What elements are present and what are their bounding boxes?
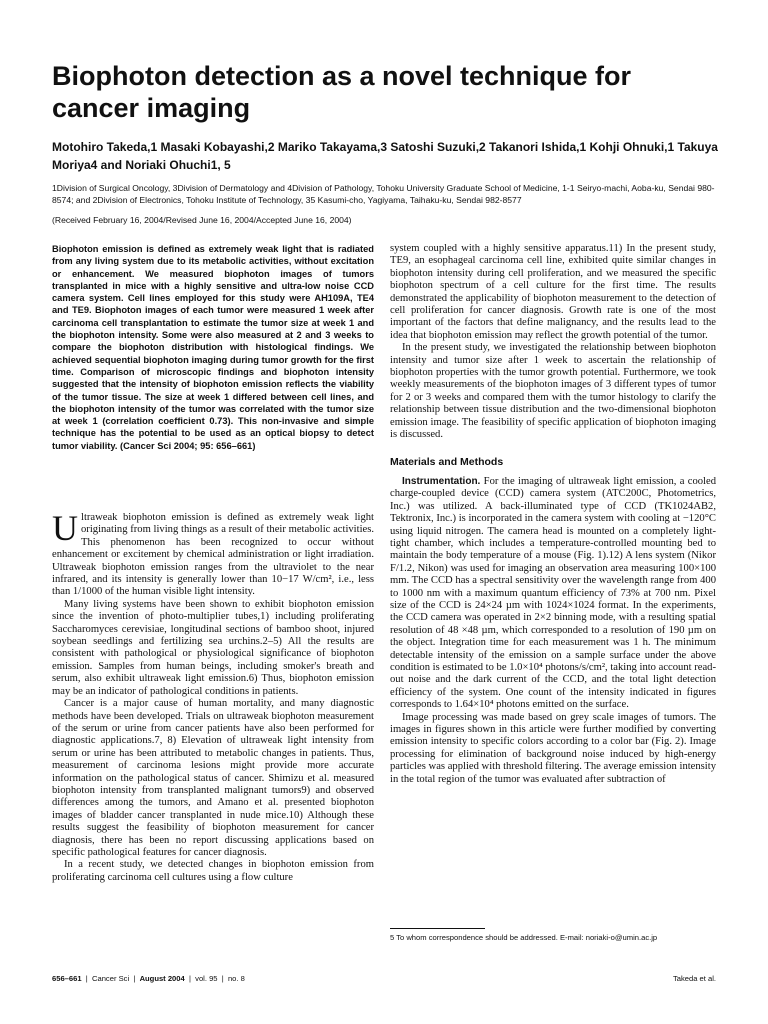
body-paragraph: In the present study, we investigated the relationship between biophoton intensity and tumor size after 1 week to ascertain the relationship of biophoton properties with the tumor growth potential. Furthermore, we took weekly measurements of the biophoton images of 3 different types of tumor for 2 or 3 weeks and compared them with the tumor histology to clarify the relationship between tissue distribution and the two-dimensional biophoton emission image. The feasibility of specific application of biophoton imaging is discussed. [390, 342, 716, 441]
journal-name: Cancer Sci [92, 974, 130, 983]
running-citation: Takeda et al. [672, 974, 716, 983]
drop-cap: U [52, 508, 78, 548]
intro-text: ltraweak biophoton emission is defined as extremely weak light originating from living things as a result of their metabolic activities. This phenomenon has been recognized to occur without enhancement or excitement by chemical administration or light irradiation. Ultraweak biophoton emission ranges from the ultraviolet to the near infrared, and its intensity is generally lower than 10−17 W/cm², i.e., less than 1/1000 of the human visible light intensity. [52, 512, 374, 598]
right-column [390, 243, 716, 786]
page-range: 656–661 [52, 974, 82, 983]
issue-date: August 2004 [139, 974, 185, 983]
body-paragraph: In a recent study, we detected changes in biophoton emission from proliferating carcinoma cell cultures using a flow culture [52, 859, 374, 883]
affiliations: 1Division of Surgical Oncology, 3Division of Dermatology and 4Division of Pathology, Tohoku University Graduate School of Medicine, 1-1 Seiryo-machi, Aoba-ku, Sendai 980-8574; and 2Division of Electronics, Tohoku Institute of Technology, 35 Kasumi-cho, Yagiyama, Taihaku-ku, Sendai 982-8577 [52, 183, 715, 205]
page-footer: 656–661 | Cancer Sci | August 2004 | vol. 95 | no. 8 [52, 974, 245, 983]
body-paragraph: Many living systems have been shown to exhibit biophoton emission since the invention of photo-multiplier tubes,1) including proliferating Saccharomyces cerevisiae, longitudinal sections of bamboo shoot, injured soybean seedlings and fertilizing sea urchins.2–5) All the results are consistent with pathological or physiological significance of biophoton emission. Samples from human beings, including smoker's breath and serum, also exhibit ultraweak light emission.6) Thus, biophoton emission may be an indicator of pathological conditions in patients. [52, 598, 374, 697]
footnote-divider [390, 928, 485, 929]
intro-paragraph [52, 508, 374, 599]
left-column [52, 508, 374, 884]
volume: vol. 95 [195, 974, 218, 983]
run-in-heading: Instrumentation. [402, 475, 481, 487]
issue-number: no. 8 [227, 974, 245, 983]
body-paragraph [390, 476, 716, 712]
author-list: Motohiro Takeda,1 Masaki Kobayashi,2 Mariko Takayama,3 Satoshi Suzuki,2 Takanori Ishida,1 Kohji Ohnuki,1 Takuya Moriya4 and Noriaki Ohuchi1, 5 [52, 140, 718, 172]
section-heading: Materials and Methods [390, 455, 504, 468]
body-paragraph: Cancer is a major cause of human mortality, and many diagnostic methods have been developed. Trials on ultraweak biophoton measurement of the serum or urine from cancer patients have also been performed for diagnostic applications.7, 8) Elevation of ultraweak light intensity from serum or urine has been attributed to metabolic changes in patients. Thus, measurement of carcinoma lesions might provide more accurate information on the pathological status of cancer. Shimizu et al. measured biophoton intensity from transplanted malignant tumors9) and observed differences among the tumors, and Amano et al. presented biophoton images of bladder cancer transplanted in nude mice.10) Although these results suggest the feasibility of biophoton measurement for cancer diagnosis, there has been no report discussing applications based on specific pathological features for cancer diagnosis. [52, 698, 374, 858]
instrumentation-text: For the imaging of ultraweak light emission, a cooled charge-coupled device (CCD) camera system (ATC200C, Photometrics, Inc.) was utilized. A back-illuminated type of CCD (TK1024AB2, Tektronix, Inc.) is incorporated in the camera system with cooling at −120°C using liquid nitrogen. The camera head is mounted on a completely light-tight chamber, which includes a temperature-controlled mounting bed to maintain the body temperature of a mouse (Fig. 1).12) A lens system (Nikor F/1.2, Nikon) was used for imaging an observation area measuring 100×100 mm. The CCD has a spectral sensitivity over the wavelength range from 400 to 1000 nm with a maximum quantum efficiency of 73% at 700 nm. Pixel size of the CCD is 24×24 µm with 1024×1024 format. In the experiments, the CCD camera was operated in 2×2 binning mode, with a resulting spatial resolution of 48 ×48 µm, which corresponded to a resolution of 190 µm on the object. Integration time for each measurement was 1 h. The minimum detectable intensity of the emission on a sample surface under the above condition is estimated to be 1.0×10⁴ photons/s/cm², taking into account read-out noise and the dark current of the CCD, and the total light detection efficiency of the system. One count of the intensity indicated in figures corresponds to 1.64×10⁴ photons emitted on the surface. [390, 475, 716, 711]
received-dates: (Received February 16, 2004/Revised June 16, 2004/Accepted June 16, 2004) [52, 215, 352, 225]
body-paragraph: Image processing was made based on grey scale images of tumors. The images in figures shown in this article were further modified by converting emission intensity to specific colors according to a color bar (Fig. 2). Image processing for elimination of background noise induced by high-energy particles was applied with threshold filtering. The average emission intensity in the total region of the tumor was evaluated after subtraction of [390, 711, 716, 785]
footnote: 5 To whom correspondence should be addressed. E-mail: noriaki-o@umin.ac.jp [390, 933, 658, 942]
body-paragraph: system coupled with a highly sensitive apparatus.11) In the present study, TE9, an esophageal carcinoma cell line, exhibited quite similar changes in biophoton intensity during cell proliferation, and we measured the specific biophoton spectrum of a cell culture for the first time. The results demonstrated the applicability of biophoton measurement to the detection of cell proliferation for cancer diagnosis. Growth rate is one of the most important of the factors that define malignancy, and the results lead to the idea that biophoton emission may reflect the growth potential of the tumor. [390, 243, 716, 341]
article-title: Biophoton detection as a novel technique for cancer imaging [52, 61, 632, 123]
abstract: Biophoton emission is defined as extremely weak light that is radiated from any living system due to its metabolic activities, without excitation or enhancement. We measured biophoton images of tumors transplanted in mice with a highly sensitive and ultra-low noise CCD camera system. Cell lines employed for this study were AH109A, TE4 and TE9. Biophoton images of each tumor were measured 1 week after carcinoma cell transplantation to estimate the tumor size at week 1 and the biophoton intensity. Some were also measured at 2 and 3 weeks to compare the biophoton distribution with histological findings. We achieved sequential biophoton imaging during tumor growth for the first time. Comparison of microscopic findings and biophoton intensity suggested that the intensity of biophoton emission reflects the viability of the tumor tissue. The size at week 1 differed between cell lines, and the biophoton intensity of the tumor was correlated with the tumor size at week 1 (correlation coefficient 0.73). This non-invasive and simple technique has the potential to be used as an optical biopsy to detect tumor viability. (Cancer Sci 2004; 95: 656–661) [52, 244, 374, 451]
